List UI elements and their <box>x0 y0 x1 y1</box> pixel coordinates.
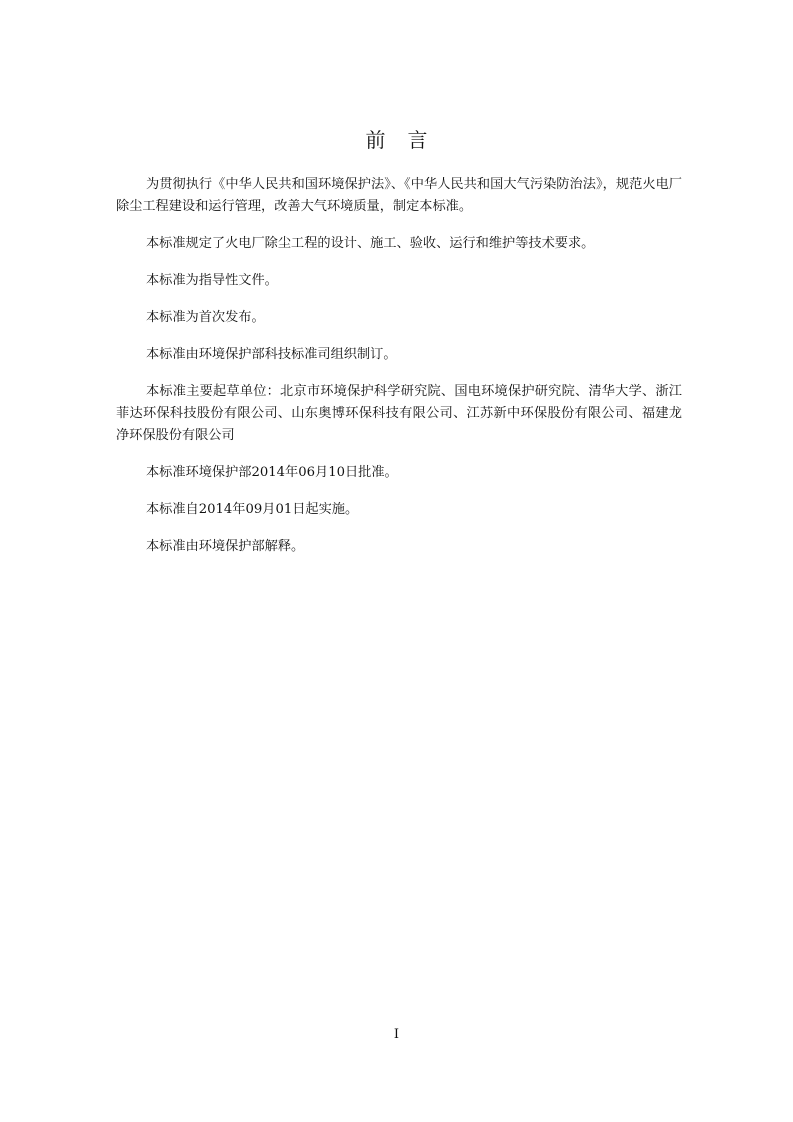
paragraph-approval: 本标准环境保护部2014年06月10日批准。 <box>146 465 398 480</box>
paragraph-scope: 本标准规定了火电厂除尘工程的设计、施工、验收、运行和维护等技术要求。 <box>146 236 595 251</box>
paragraph-interpretation: 本标准由环境保护部解释。 <box>146 539 305 554</box>
paragraph-effective-date: 本标准自2014年09月01日起实施。 <box>146 502 359 517</box>
paragraph-organizer: 本标准由环境保护部科技标准司组织制订。 <box>146 347 397 362</box>
page-number: I <box>393 1027 400 1042</box>
paragraph-first-release: 本标准为首次发布。 <box>146 310 265 325</box>
paragraph-purpose: 为贯彻执行《中华人民共和国环境保护法》、《中华人民共和国大气污染防治法》，规范火电厂除尘工程建设和运行管理，改善大气环境质量，制定本标准。 <box>116 177 682 214</box>
paragraph-drafters: 本标准主要起草单位：北京市环境保护科学研究院、国电环境保护研究院、清华大学、浙江菲达环保科技股份有限公司、山东奥博环保科技有限公司、江苏新中环保股份有限公司、福建龙净环保股份有限公司 <box>116 384 682 443</box>
document-body <box>116 174 682 573</box>
paragraph-guidance: 本标准为指导性文件。 <box>146 273 278 288</box>
page-title: 前言 <box>365 128 450 152</box>
